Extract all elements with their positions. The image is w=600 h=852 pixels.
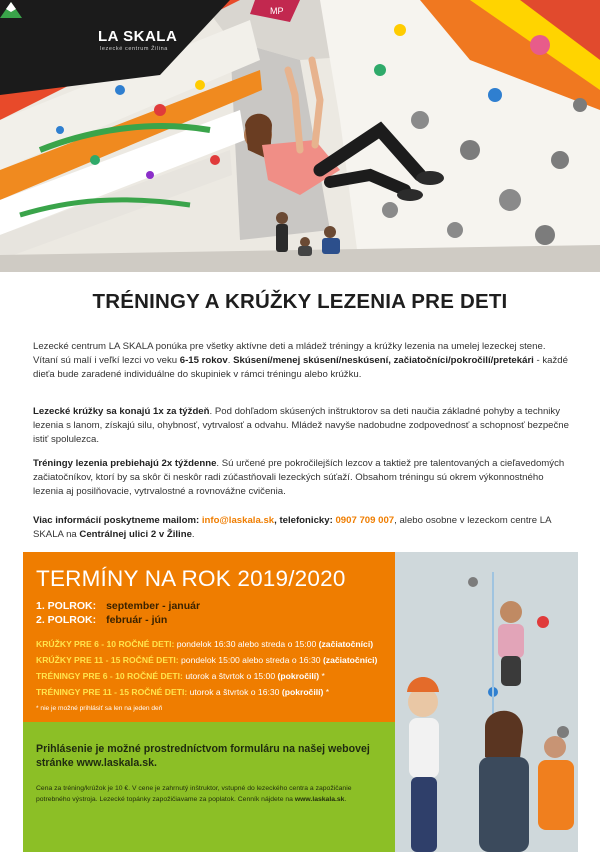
price-info — [36, 784, 366, 805]
trainings-text: . Sú určené pre pokročilejších lezcov a taktiež pre talentovaných a cieľavedomých začiatočníkov, ktorí by sa skôr či neskôr radi zúčastňovali lezeckých súťaží. Obsahom tréningu sú okrem výkonnostného lezenia aj posilňovacie, vytrvalostné a rovnovážne cvičenia. — [33, 458, 565, 497]
wall-sign-text: MP — [270, 6, 284, 16]
trainings-paragraph — [33, 457, 569, 499]
intro-text-2: . — [227, 355, 234, 366]
price-end: . — [344, 795, 347, 803]
clubs-text: . Pod dohľadom skúsených inštruktorov sa deti naučia základné pohyby a techniky lezenia s lanom, získajú silu, ohybnosť, vytrvalosť a odvahu. Mládež navyše nadobudne zodpovednosť a schopnosť bezpečne istiť spolulezca. — [33, 406, 569, 445]
schedule-mark: * — [319, 671, 325, 681]
schedule-box — [23, 552, 578, 852]
mountain-logo-icon — [0, 0, 22, 18]
contact-after: , alebo osobne v lezeckom centre LA SKALA na — [33, 515, 551, 540]
intro-levels: Skúsení/menej skúsení/neskúsení, začiatočníci/pokročilí/pretekári — [233, 355, 534, 366]
semester-2 — [36, 614, 167, 626]
intro-paragraph — [33, 340, 569, 382]
clubs-lead: Lezecké krúžky sa konajú 1x za týždeň — [33, 406, 210, 417]
schedule-title: TERMÍNY NA ROK 2019/2020 — [36, 566, 346, 591]
schedule-level: (pokročilí) — [281, 687, 324, 697]
contact-phone[interactable]: 0907 709 007 — [335, 515, 395, 526]
schedule-footnote: * nie je možné prihlásiť sa len na jeden deň — [36, 705, 163, 712]
logo-subtitle: lezecké centrum Žilina — [100, 46, 168, 52]
price-text: Cena za tréning/krúžok je 10 €. V cene je zahrnutý inštruktor, vstupné do lezeckého centra a zapožičanie potrebného výstroja. Lezecké topánky zapožičiavame za poplatok. Cenník nájdete na — [36, 785, 352, 803]
schedule-days: utorok a štvrtok o 15:00 — [185, 671, 276, 681]
contact-phone-label: , telefonicky: — [274, 515, 333, 526]
contact-end: . — [191, 529, 195, 540]
la-skala-logo — [0, 0, 200, 80]
semester-1 — [36, 600, 200, 612]
price-link[interactable]: www.laskala.sk — [294, 795, 345, 803]
schedule-mark: * — [323, 687, 330, 697]
semester-1-label: 1. POLROK: — [36, 600, 97, 612]
schedule-level: (začiatočníci) — [318, 639, 374, 649]
schedule-days: utorok a štvrtok o 16:30 — [189, 687, 280, 697]
contact-paragraph — [33, 514, 569, 542]
schedule-group: TRÉNINGY PRE 6 - 10 ROČNÉ DETI: — [36, 671, 183, 681]
signup-text: Prihlásenie je možné prostredníctvom formuláru na našej webovej stránke www.laskala.sk. — [36, 743, 370, 769]
schedule-item — [36, 655, 377, 665]
intro-text-3: - každé dieťa bude zaradené individuálne do skupiniek v rámci tréningu alebo krúžku. — [33, 355, 568, 380]
schedule-days: pondelok 16:30 alebo streda o 15:00 — [176, 639, 317, 649]
page-title: TRÉNINGY A KRÚŽKY LEZENIA PRE DETI — [92, 290, 508, 313]
contact-address: Centrálnej ulici 2 v Žiline — [79, 529, 192, 540]
contact-lead: Viac informácií poskytneme mailom: — [33, 515, 200, 526]
semester-2-value: február - jún — [106, 614, 168, 626]
schedule-level: (začiatočníci) — [322, 655, 378, 665]
semester-1-value: september - január — [106, 600, 201, 612]
schedule-orange-panel — [23, 552, 395, 722]
clubs-paragraph — [33, 405, 569, 447]
schedule-group: KRÚŽKY PRE 11 - 15 ROČNÉ DETI: — [36, 655, 179, 665]
hero-climbing-photo — [0, 0, 600, 272]
contact-email-link[interactable]: info@laskala.sk — [201, 515, 275, 526]
schedule-group: TRÉNINGY PRE 11 - 15 ROČNÉ DETI: — [36, 687, 188, 697]
schedule-level: (pokročilí) — [277, 671, 320, 681]
schedule-days: pondelok 15:00 alebo streda o 16:30 — [181, 655, 321, 665]
schedule-item — [36, 687, 329, 697]
semester-2-label: 2. POLROK: — [36, 614, 97, 626]
schedule-group: KRÚŽKY PRE 6 - 10 ROČNÉ DETI: — [36, 639, 175, 649]
logo-name: LA SKALA — [98, 28, 178, 45]
schedule-item — [36, 671, 325, 681]
intro-ages: 6-15 rokov — [179, 355, 228, 366]
trainings-lead: Tréningy lezenia prebiehajú 2x týždenne — [33, 458, 217, 469]
intro-text-1: Lezecké centrum LA SKALA ponúka pre všetky aktívne deti a mládež tréningy a krúžky lezenia na umelej lezeckej stene. Vítaní sú malí i veľkí lezci vo veku — [33, 341, 546, 366]
schedule-item — [36, 639, 373, 649]
